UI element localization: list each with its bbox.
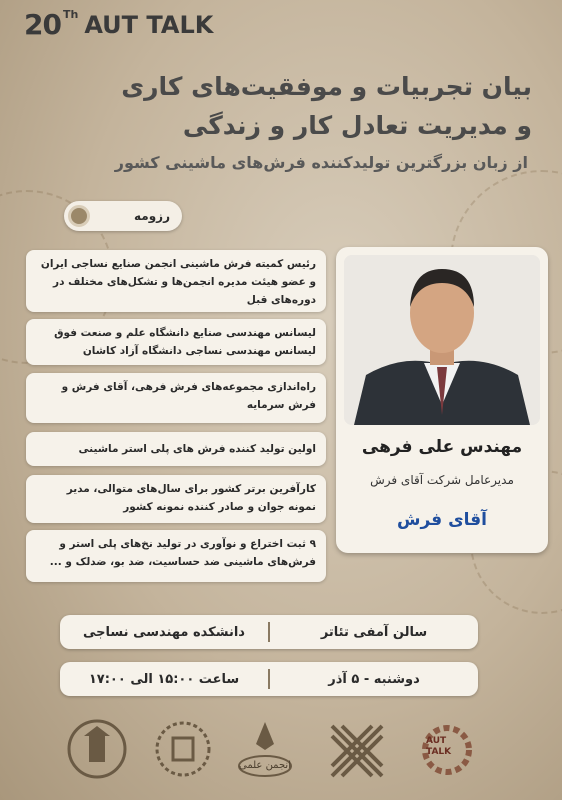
event-name: AUT TALK	[84, 11, 214, 39]
scientific-association-logo	[230, 714, 300, 784]
date-text: دوشنبه - ۵ آذر	[328, 671, 420, 687]
aut-talk-text: AUT TALK	[426, 736, 452, 757]
speaker-name: مهندس علی فرهی	[361, 437, 523, 457]
time-text: ساعت ۱۵:۰۰ الی ۱۷:۰۰	[88, 671, 240, 687]
circle-icon	[68, 205, 90, 227]
scientific-association-text: انجمن علمی	[239, 760, 291, 771]
event-title	[24, 8, 213, 41]
faculty-logo	[148, 714, 218, 784]
speaker-photo	[344, 255, 540, 425]
venue-text: سالن آمفی تئاتر	[320, 624, 428, 640]
resume-item: رئیس کمیته فرش ماشینی انجمن صنایع نساجی ایران و عضو هیئت مدیره انجمن‌ها و تشکل‌های مختلف در دوره‌های قبل	[26, 250, 326, 312]
headline-line-1: بیان تجربیات و موفقیت‌های کاری	[121, 72, 532, 101]
divider	[268, 622, 270, 642]
divider	[268, 669, 270, 689]
company-logo: آقای فرش	[396, 510, 487, 530]
datetime-bar	[60, 662, 478, 696]
resume-item: راه‌اندازی مجموعه‌های فرش فرهی، آقای فرش و فرش سرمایه	[26, 373, 326, 423]
aut-talk-logo	[412, 714, 482, 784]
event-number: 20	[24, 8, 61, 41]
resume-item: ۹ ثبت اختراع و نوآوری در تولید نخ‌های پلی استر و فرش‌های ماشینی ضد حساسیت، ضد بو، ضدلک و ...	[26, 530, 326, 582]
sponsor-logos	[0, 704, 562, 794]
headline-subtitle: از زبان بزرگترین تولیدکننده فرش‌های ماشینی کشور	[114, 153, 528, 172]
resume-item: لیسانس مهندسی صنایع دانشگاه علم و صنعت فوق لیسانس مهندسی نساجی دانشگاه آزاد کاشان	[26, 319, 326, 365]
event-number-suffix: Th	[62, 8, 79, 21]
speaker-card	[336, 247, 548, 553]
faculty-text: دانشکده مهندسی نساجی	[83, 624, 245, 640]
resume-item: کارآفرین برتر کشور برای سال‌های متوالی، مدیر نمونه جوان و صادر کننده نمونه کشور	[26, 475, 326, 523]
venue-bar	[60, 615, 478, 649]
speaker-role: مدیرعامل شرکت آقای فرش	[370, 473, 514, 487]
textile-logo	[322, 714, 392, 784]
resume-item: اولین تولید کننده فرش های پلی استر ماشینی	[26, 432, 326, 466]
university-logo	[62, 714, 132, 784]
resume-label: رزومه	[134, 209, 170, 223]
headline-line-2: و مدیریت تعادل کار و زندگی	[182, 111, 532, 140]
resume-badge	[64, 201, 182, 231]
